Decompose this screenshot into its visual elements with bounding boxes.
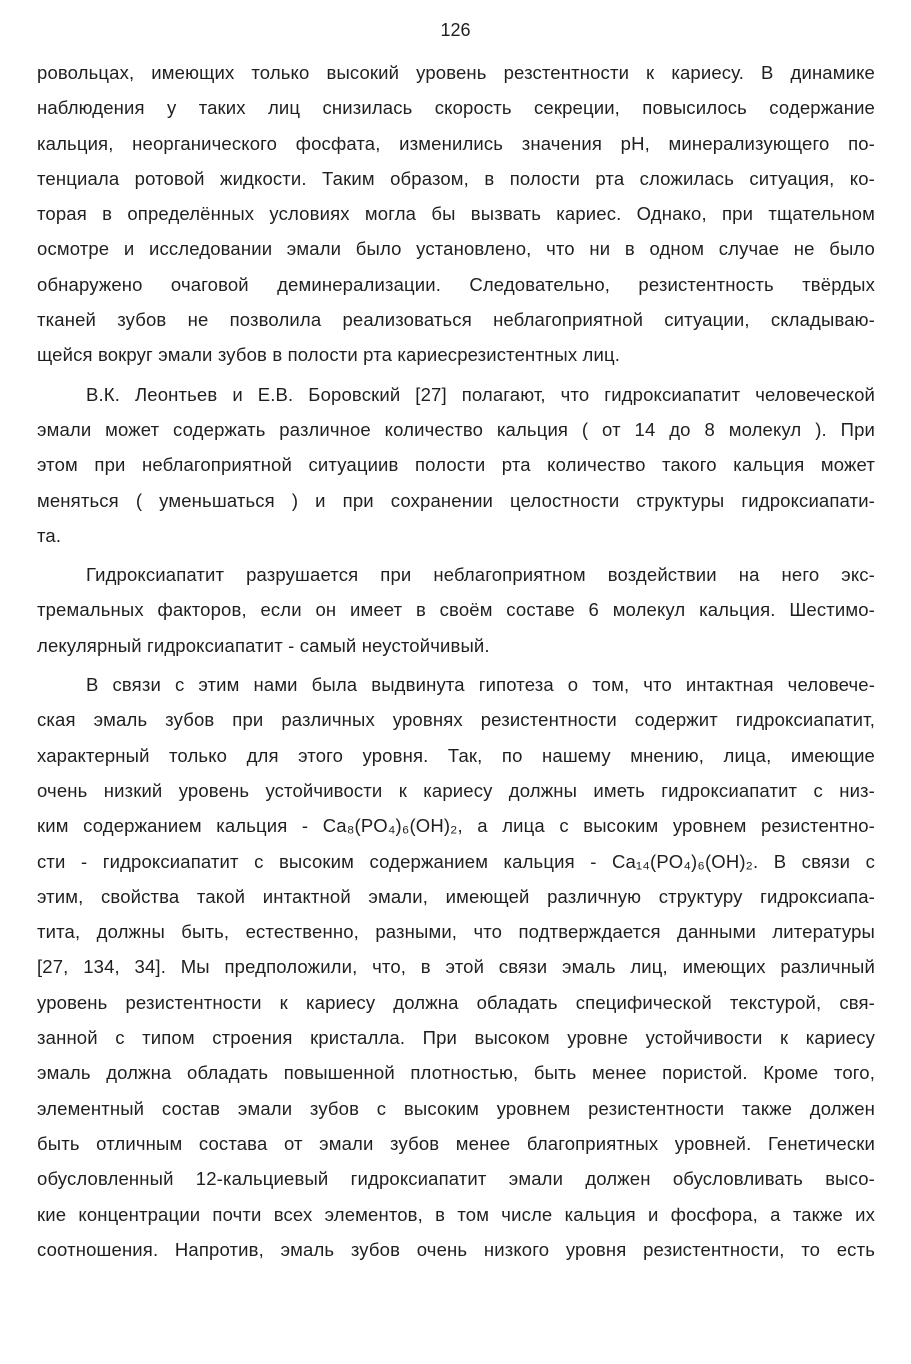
text-line: кие концентрации почти всех элементов, в том числе кальция и фосфора, а также их [37, 1203, 875, 1225]
text-line: В.К. Леонтьев и Е.В. Боровский [27] полагают, что гидроксиапатит человеческой [86, 383, 875, 405]
text-line: тканей зубов не позволила реализоваться неблагоприятной ситуации, складываю- [37, 309, 875, 331]
text-line: обусловленный 12-кальциевый гидроксиапатит эмали должен обусловливать высо- [37, 1168, 875, 1190]
text-line: тремальных факторов, если он имеет в своём составе 6 молекул кальция. Шестимо- [37, 599, 875, 621]
text-line: ская эмаль зубов при различных уровнях резистентности содержит гидроксиапатит, [37, 709, 875, 731]
text-line: обнаружено очаговой деминерализации. Следовательно, резистентность твёрдых [37, 273, 875, 295]
text-line: меняться ( уменьшаться ) и при сохранении целостности структуры гидроксиапати- [37, 489, 875, 511]
text-line: наблюдения у таких лиц снизилась скорость секреции, повысилось содержание [37, 97, 875, 119]
text-line: ровольцах, имеющих только высокий уровень резстентности к кариесу. В динамике [37, 62, 875, 83]
text-line: щейся вокруг эмали зубов в полости рта кариесрезистентных лиц. [37, 344, 620, 366]
paragraph [37, 557, 875, 663]
text-line: эмали может содержать различное количество кальция ( от 14 до 8 молекул ). При [37, 418, 875, 440]
text-line: элементный состав эмали зубов с высоким уровнем резистентности также должен [37, 1097, 875, 1119]
text-line: сти - гидроксиапатит с высоким содержанием кальция - Ca₁₄(PO₄)₆(OH)₂. В связи с [37, 850, 875, 872]
text-line: эмаль должна обладать повышенной плотностью, быть менее пористой. Кроме того, [37, 1062, 875, 1084]
text-line: соотношения. Напротив, эмаль зубов очень низкого уровня резистентности, то есть [37, 1238, 875, 1260]
text-line: быть отличным состава от эмали зубов менее благоприятных уровней. Генетически [37, 1132, 875, 1154]
paragraph [37, 55, 875, 373]
text-line: та. [37, 524, 62, 546]
text-line: кальция, неорганического фосфата, изменились значения pH, минерализующего по- [37, 132, 875, 154]
text-line: этим, свойства такой интактной эмали, имеющей различную структуру гидроксиапа- [37, 885, 875, 907]
body-text [37, 55, 875, 1267]
text-line: тенциала ротовой жидкости. Таким образом, в полости рта сложилась ситуация, ко- [37, 167, 875, 189]
text-line: В связи с этим нами была выдвинута гипотеза о том, что интактная человече- [86, 674, 875, 696]
text-line: осмотре и исследовании эмали было установлено, что ни в одном случае не было [37, 238, 875, 260]
text-line: уровень резистентности к кариесу должна обладать специфической текстурой, свя- [37, 991, 875, 1013]
paragraph [37, 377, 875, 553]
text-line: очень низкий уровень устойчивости к кариесу должны иметь гидроксиапатит с низ- [37, 779, 875, 801]
paragraph [37, 667, 875, 1267]
text-line: [27, 134, 34]. Мы предположили, что, в этой связи эмаль лиц, имеющих различный [37, 956, 875, 978]
text-line: характерный только для этого уровня. Так, по нашему мнению, лица, имеющие [37, 744, 875, 766]
text-line: Гидроксиапатит разрушается при неблагоприятном воздействии на него экс- [86, 564, 875, 586]
text-line: этом при неблагоприятной ситуациив полости рта количество такого кальция может [37, 454, 875, 476]
text-line: ким содержанием кальция - Ca₈(PO₄)₆(OH)₂, а лица с высоким уровнем резистентно- [37, 815, 875, 837]
text-line: лекулярный гидроксиапатит - самый неустойчивый. [37, 634, 490, 656]
text-line: торая в определённых условиях могла бы вызвать кариес. Однако, при тщательном [37, 203, 875, 225]
text-line: занной с типом строения кристалла. При высоком уровне устойчивости к кариесу [37, 1027, 875, 1049]
page-number: 126 [440, 20, 471, 40]
text-line: тита, должны быть, естественно, разными, что подтверждается данными литературы [37, 921, 875, 943]
